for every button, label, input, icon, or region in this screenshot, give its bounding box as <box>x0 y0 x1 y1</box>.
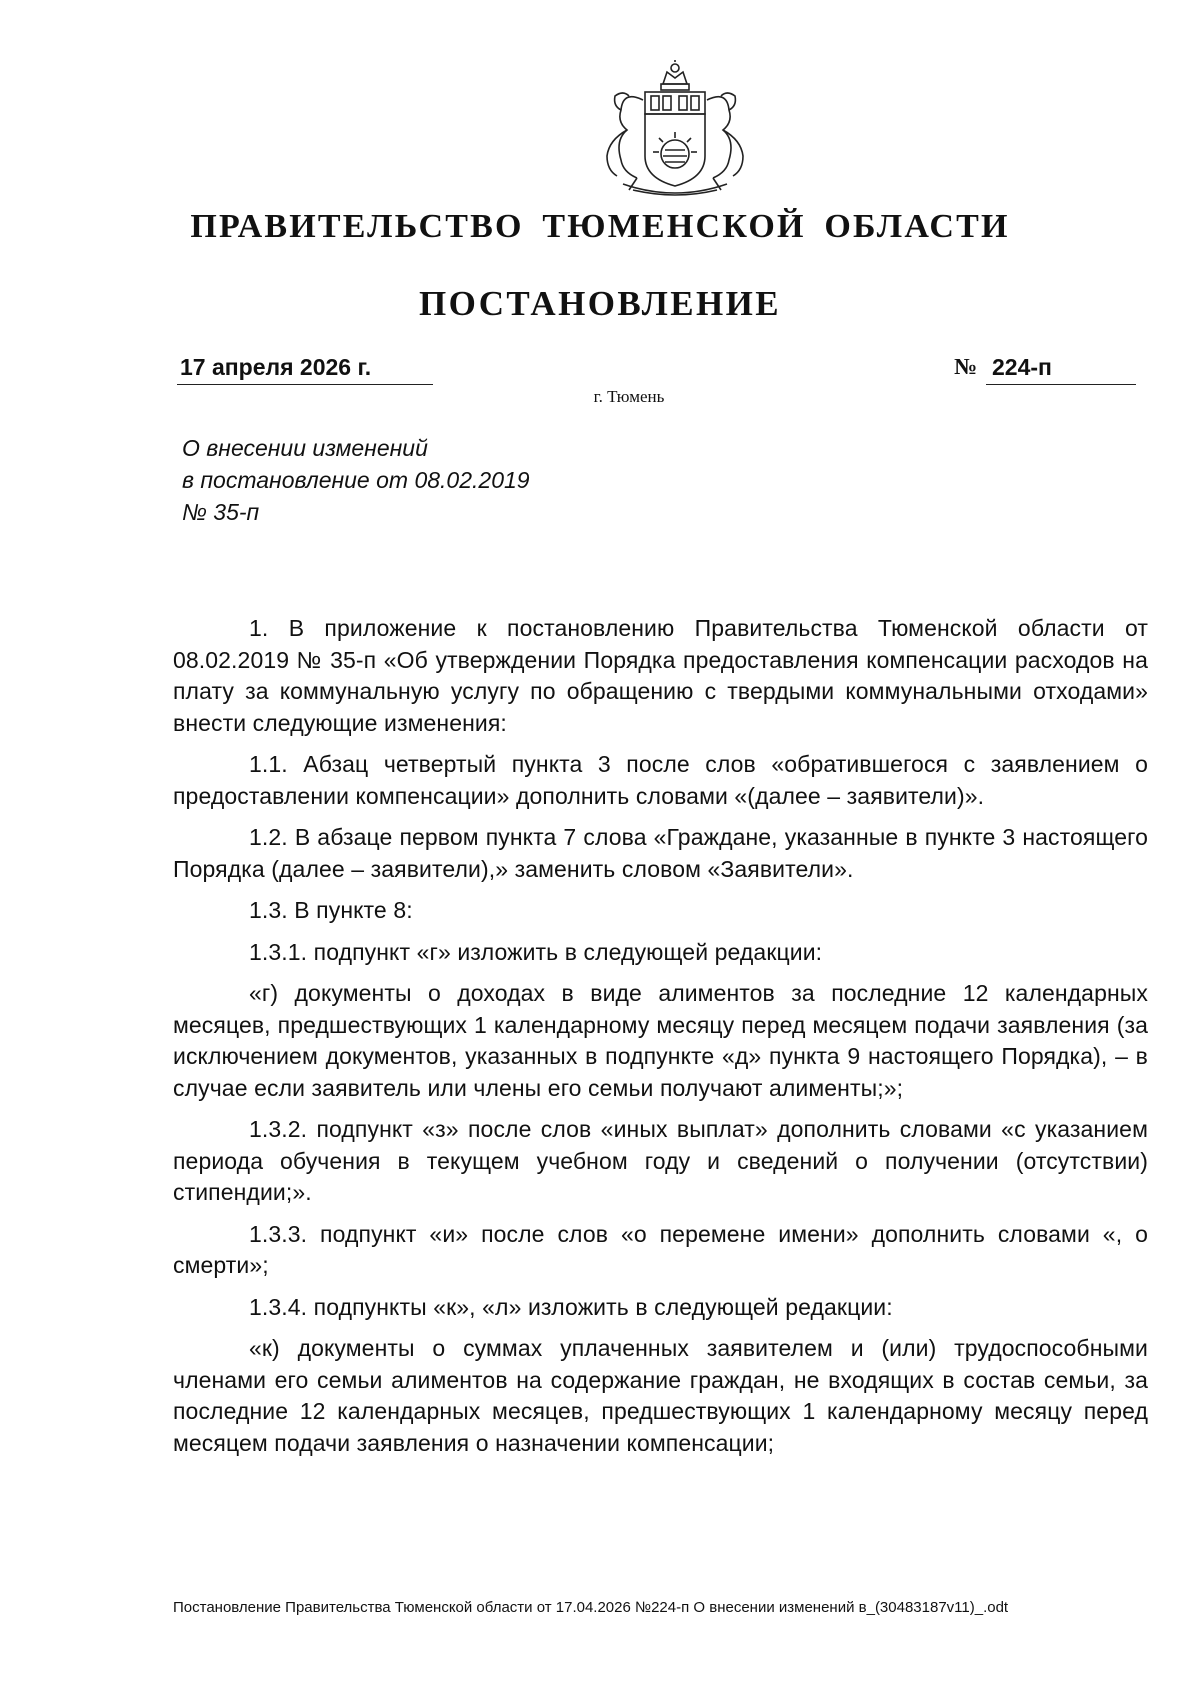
document-body <box>173 613 1148 1469</box>
document-number: 224-п <box>986 354 1136 385</box>
subject-line: № 35-п <box>182 499 260 525</box>
document-city: г. Тюмень <box>593 387 665 406</box>
body-paragraph: 1.1. Абзац четвертый пункта 3 после слов «обратившегося с заявлением о предоставлении компенсации» дополнить словами «(далее – заявители)». <box>173 751 1148 809</box>
body-paragraph: 1.3. В пункте 8: <box>249 897 413 923</box>
coat-of-arms-emblem <box>593 60 757 198</box>
body-paragraph: «г) документы о доходах в виде алиментов за последние 12 календарных месяцев, предшествующих 1 календарному месяцу перед месяцем подачи заявления (за исключением документов, указанных в подпункте «д» пункта 9 настоящего Порядка), – в случае если заявитель или члены его семьи получают алименты;»; <box>173 980 1148 1101</box>
subject-line: в постановление от 08.02.2019 <box>182 467 530 493</box>
body-paragraph: 1.2. В абзаце первом пункта 7 слова «Граждане, указанные в пункте 3 настоящего Порядка (далее – заявители),» заменить словом «Заявители». <box>173 824 1148 882</box>
body-paragraph: 1.3.2. подпункт «з» после слов «иных выплат» дополнить словами «с указанием периода обучения в текущем учебном году и сведений о получении (отсутствии) стипендии;». <box>173 1116 1148 1205</box>
body-paragraph: 1.3.3. подпункт «и» после слов «о перемене имени» дополнить словами «, о смерти»; <box>173 1220 1148 1278</box>
body-paragraph: 1.3.1. подпункт «г» изложить в следующей редакции: <box>249 938 823 965</box>
number-label: № <box>954 354 978 379</box>
subject-line: О внесении изменений <box>182 435 428 461</box>
body-paragraph: «к) документы о суммах уплаченных заявителем и (или) трудоспособными членами его семьи алиментов на содержание граждан, не входящих в состав семьи, за последние 12 календарных месяцев, предшествующих 1 календарному месяцу перед месяцем подачи заявления о назначении компенсации; <box>173 1335 1148 1456</box>
document-date: 17 апреля 2026 г. <box>177 354 433 385</box>
document-type-title: ПОСТАНОВЛЕНИЕ <box>419 284 781 323</box>
body-paragraph: 1.3.4. подпункты «к», «л» изложить в следующей редакции: <box>249 1293 893 1320</box>
body-paragraph: 1. В приложение к постановлению Правительства Тюменской области от 08.02.2019 № 35-п «Об утверждении Порядка предоставления компенсации расходов на плату за коммунальную услугу по обращению с твердыми коммунальными отходами» внести следующие изменения: <box>173 615 1148 736</box>
document-subject <box>182 432 530 528</box>
page-footer: Постановление Правительства Тюменской области от 17.04.2026 №224-п О внесении изменений в_(30483187v11)_.odt <box>173 1599 1009 1616</box>
organization-title: ПРАВИТЕЛЬСТВО ТЮМЕНСКОЙ ОБЛАСТИ <box>190 208 1010 245</box>
